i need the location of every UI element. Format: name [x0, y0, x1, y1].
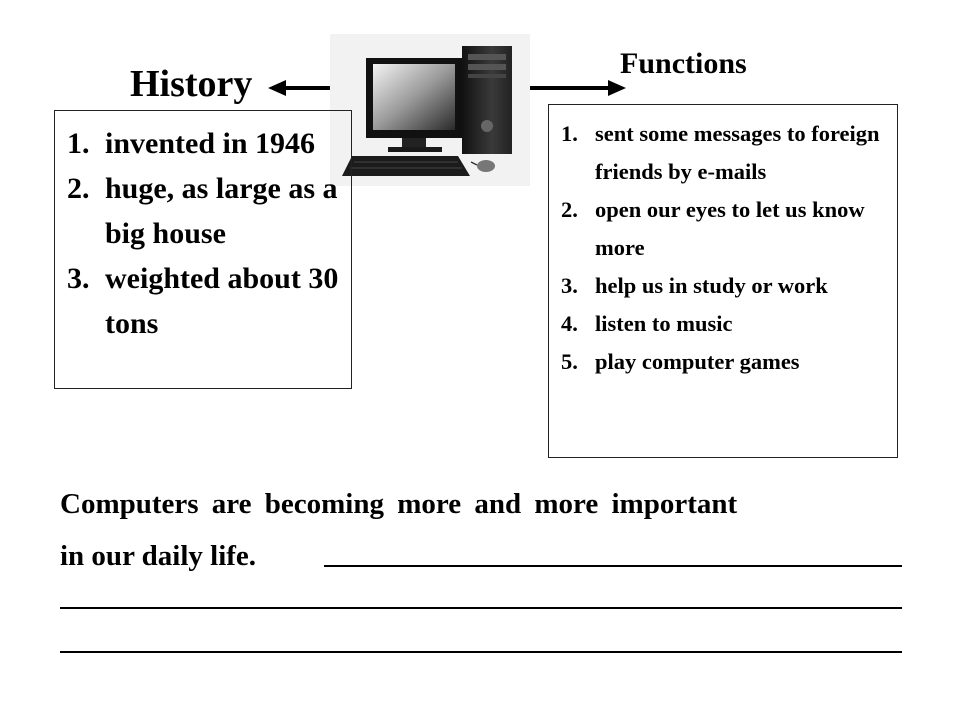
- functions-box: [548, 104, 898, 458]
- list-item: [561, 343, 897, 381]
- list-number: 2.: [67, 172, 90, 205]
- list-number: 4.: [561, 311, 578, 336]
- list-number: 1.: [561, 121, 578, 146]
- prompt-line-1: Computers are becoming more and more important: [60, 488, 738, 520]
- list-item-text: sent some messages to foreign friends by e-mails: [595, 121, 880, 184]
- history-title: History: [130, 63, 253, 105]
- list-item: [67, 256, 349, 346]
- list-number: 1.: [67, 127, 90, 160]
- list-number: 3.: [67, 262, 90, 295]
- list-item-text: huge, as large as a big house: [105, 172, 338, 250]
- functions-title: Functions: [620, 47, 747, 80]
- list-item: [561, 305, 897, 343]
- list-item: [561, 191, 897, 267]
- list-item: [67, 121, 349, 166]
- answer-blank-line: [60, 607, 902, 609]
- list-number: 5.: [561, 349, 578, 374]
- desktop-computer-icon: [330, 34, 530, 186]
- answer-blank-line: [324, 565, 902, 567]
- list-item: [561, 115, 897, 191]
- answer-blank-line: [60, 651, 902, 653]
- list-number: 2.: [561, 197, 578, 222]
- history-list: [67, 121, 349, 346]
- list-item: [561, 267, 897, 305]
- history-box: [54, 110, 352, 389]
- list-item-text: play computer games: [595, 349, 800, 374]
- functions-list: [561, 115, 897, 381]
- list-item-text: weighted about 30 tons: [105, 262, 339, 340]
- prompt-line-2: in our daily life.: [60, 540, 257, 572]
- list-item-text: help us in study or work: [595, 273, 828, 298]
- list-number: 3.: [561, 273, 578, 298]
- list-item-text: open our eyes to let us know more: [595, 197, 865, 260]
- list-item-text: listen to music: [595, 311, 733, 336]
- list-item-text: invented in 1946: [105, 127, 316, 160]
- arrow-right-icon: [525, 80, 626, 96]
- list-item: [67, 166, 349, 256]
